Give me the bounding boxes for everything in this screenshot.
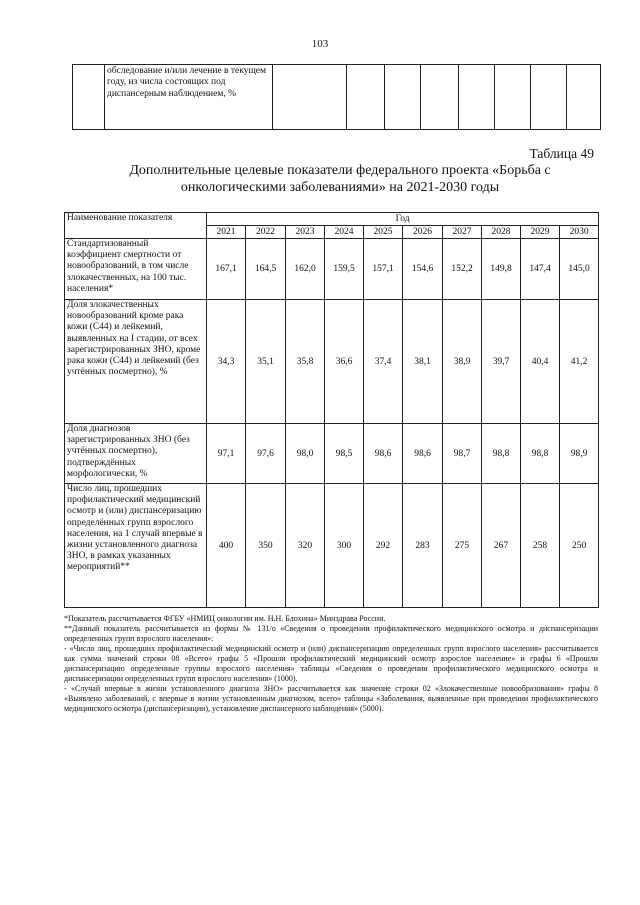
year-header: 2024 <box>325 226 364 239</box>
year-header: 2023 <box>286 226 325 239</box>
indicator-value: 98,8 <box>482 424 521 484</box>
indicator-value: 38,1 <box>403 300 443 424</box>
indicator-value: 258 <box>521 484 560 608</box>
indicator-value: 41,2 <box>560 300 599 424</box>
year-header: 2025 <box>364 226 403 239</box>
indicator-value: 98,0 <box>286 424 325 484</box>
indicator-value: 283 <box>403 484 443 608</box>
year-header: 2027 <box>443 226 482 239</box>
indicator-value: 167,1 <box>207 239 246 300</box>
indicator-value: 145,0 <box>560 239 599 300</box>
year-header: 2021 <box>207 226 246 239</box>
indicator-value: 39,7 <box>482 300 521 424</box>
column-header-name: Наименование показателя <box>65 213 207 239</box>
table-header-row <box>65 213 599 226</box>
indicator-value: 350 <box>246 484 286 608</box>
indicator-value: 36,6 <box>325 300 364 424</box>
table-row <box>65 300 599 424</box>
fragment-indicator-name: обследование и/или лечение в текущем году, из числа состоящих под диспансерным наблюдением, % <box>105 65 273 130</box>
table-row <box>65 239 599 300</box>
indicator-value: 159,5 <box>325 239 364 300</box>
indicators-table <box>64 212 599 608</box>
footnote: *Показатель рассчитывается ФГБУ «НМИЦ онкологии им. Н.Н. Блохина» Минздрава России. <box>64 614 386 623</box>
indicator-value: 300 <box>325 484 364 608</box>
table-cell <box>385 65 421 130</box>
table-cell <box>531 65 567 130</box>
table-row <box>65 424 599 484</box>
indicator-value: 267 <box>482 484 521 608</box>
indicator-name: Стандартизованный коэффициент смертности от новообразований, в том числе злокачественных, на 100 тыс. населения* <box>65 239 207 300</box>
indicator-value: 157,1 <box>364 239 403 300</box>
indicator-value: 40,4 <box>521 300 560 424</box>
indicator-value: 35,1 <box>246 300 286 424</box>
indicator-value: 98,9 <box>560 424 599 484</box>
table-title: Дополнительные целевые показатели федерального проекта «Борьба с онкологическими заболеваниями» на 2021-2030 годы <box>129 163 551 195</box>
table-cell <box>421 65 459 130</box>
footnote: **Данный показатель рассчитывается из формы № 131/о «Сведения о проведении профилактического медицинского осмотра и диспансеризации определенных групп взрослого населения»: <box>64 624 598 643</box>
year-header: 2030 <box>560 226 599 239</box>
indicator-value: 34,3 <box>207 300 246 424</box>
indicator-value: 320 <box>286 484 325 608</box>
indicator-value: 37,4 <box>364 300 403 424</box>
indicator-value: 147,4 <box>521 239 560 300</box>
table-cell <box>567 65 601 130</box>
indicator-value: 98,6 <box>364 424 403 484</box>
year-header: 2028 <box>482 226 521 239</box>
indicator-value: 98,8 <box>521 424 560 484</box>
table-cell <box>73 65 105 130</box>
indicator-name: Доля злокачественных новообразований кроме рака кожи (C44) и лейкемий, выявленных на I стадии, от всех зарегистрированных ЗНО, кроме рака кожи (C44) и лейкемий (без учтённых посмертно), % <box>65 300 207 424</box>
year-header: 2022 <box>246 226 286 239</box>
year-header: 2029 <box>521 226 560 239</box>
indicator-value: 97,1 <box>207 424 246 484</box>
indicator-name: Число лиц, прошедших профилактический медицинский осмотр и (или) диспансеризацию определённых групп взрослого населения, на 1 случай впервые в жизни установленного диагноза ЗНО, в рамках указанных мероприятий** <box>65 484 207 608</box>
indicator-value: 292 <box>364 484 403 608</box>
page-number: 103 <box>311 38 329 50</box>
table-cell <box>347 65 385 130</box>
indicator-name: Доля диагнозов зарегистрированных ЗНО (без учтённых посмертно), подтверждённых морфологически, % <box>65 424 207 484</box>
table-cell <box>273 65 347 130</box>
table-row <box>73 65 601 130</box>
indicator-value: 152,2 <box>443 239 482 300</box>
indicator-value: 154,6 <box>403 239 443 300</box>
footnote: - «Число лиц, прошедших профилактический медицинский осмотр и (или) диспансеризацию определенных групп взрослого населения» рассчитывается как сумма значений строки 08 «Всего» графы 5 «Прошли профилактический медицинский осмотр взрослое население» и графы 6 «Прошли диспансеризацию определенные группы взрослого населения» таблицы «Сведения о проведении профилактического медицинского осмотра и диспансеризации определенных групп взрослого населения» (1000). <box>64 644 598 683</box>
indicator-value: 149,8 <box>482 239 521 300</box>
indicator-value: 250 <box>560 484 599 608</box>
indicator-value: 38,9 <box>443 300 482 424</box>
indicator-value: 35,8 <box>286 300 325 424</box>
table-row <box>65 484 599 608</box>
indicator-value: 164,5 <box>246 239 286 300</box>
indicator-value: 98,5 <box>325 424 364 484</box>
indicator-value: 97,6 <box>246 424 286 484</box>
indicator-value: 400 <box>207 484 246 608</box>
year-header: 2026 <box>403 226 443 239</box>
footnote: - «Случай впервые в жизни установленного диагноза ЗНО» рассчитывается как значение строки 02 «Злокачественные новообразования» графы 8 «Выявлено заболеваний, с впервые в жизни установленным диагнозом, всего» таблицы «Заболевания, выявленные при проведении профилактического медицинского осмотра (диспансеризации), установление диспансерного наблюдения» (5000). <box>64 684 598 713</box>
table-number: Таблица 49 <box>529 146 594 161</box>
column-header-year: Год <box>207 213 599 226</box>
indicator-value: 98,7 <box>443 424 482 484</box>
footnotes <box>64 614 598 714</box>
previous-table-fragment <box>72 64 601 130</box>
indicator-value: 98,6 <box>403 424 443 484</box>
table-cell <box>459 65 495 130</box>
table-cell <box>495 65 531 130</box>
indicator-value: 275 <box>443 484 482 608</box>
indicator-value: 162,0 <box>286 239 325 300</box>
